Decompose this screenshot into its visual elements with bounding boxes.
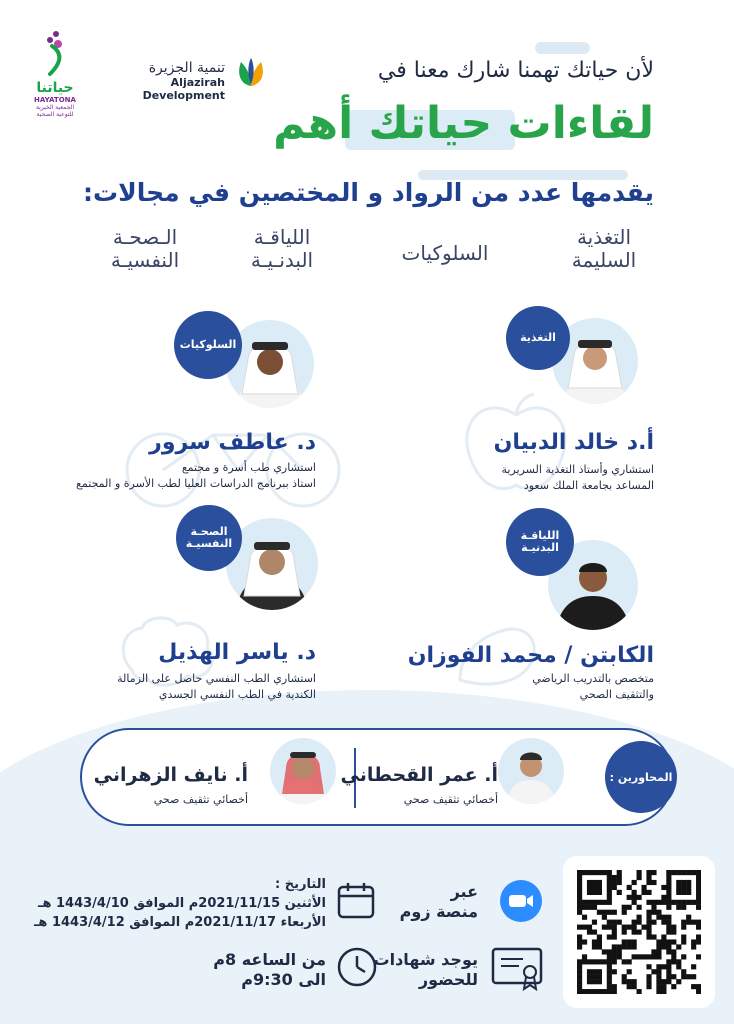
decor-bar [535,42,590,54]
page-title: لقاءات حياتك أهم [273,98,654,149]
date-line: الأربعاء 2021/11/17م الموافق 1443/4/12 هـ [33,914,326,930]
field-mental-health [95,226,195,272]
speaker-desc-line: متخصص بالتدريب الرياضي [532,672,654,685]
clock-icon [336,946,378,988]
speaker-desc [56,460,316,492]
field-line: اللياقـة [253,225,311,249]
topic-badge: الصحـة النفسيـة [176,505,242,571]
aljazirah-leaf-icon [233,54,269,90]
certificates-info [374,950,478,990]
calendar-icon [336,880,376,920]
speaker-desc [76,671,316,703]
time-info [213,950,326,990]
info-line: يوجد شهادات [373,950,478,969]
date-info [34,876,326,933]
page-subtitle: يقدمها عدد من الرواد و المختصين في مجالات: [83,178,654,207]
field-fitness [232,226,332,272]
person-avatar-icon [498,738,564,804]
qr-code[interactable] [577,870,701,994]
hayatona-sub: الجمعية الخيرية للتوعية الصحية [35,104,75,118]
aljazirah-logo-text [110,60,225,102]
field-line: السليمة [571,248,637,272]
moderator-role: أخصائي تثقيف صحي [153,793,248,806]
moderators-label: المحاورين : [605,741,677,813]
certificate-icon [490,946,544,992]
tagline: لأن حياتك تهمنا شارك معنا في [377,58,654,83]
speaker-desc-line: والتثقيف الصحي [579,687,654,701]
speaker-name: د. عاطف سرور [149,430,316,455]
info-line: منصة زوم [399,902,478,921]
field-nutrition [554,226,654,272]
speaker-desc-line: استشاري الطب النفسي حاصل على الزمالة [117,672,316,685]
date-label: التاريخ : [275,877,326,892]
person-avatar-icon [270,738,336,804]
info-line: الى 9:30م [241,970,326,989]
speaker-name: أ.د خالد الدبيان [493,430,654,455]
speaker-name: د. ياسر الهذيل [158,640,316,665]
info-line: للحضور [418,970,478,989]
speaker-desc [454,671,654,703]
field-line: التغذية [576,225,632,249]
hayatona-arabic: حياتنا [36,80,74,96]
moderator-name: أ. نايف الزهراني [93,764,248,786]
zoom-icon [500,880,542,922]
moderator-photo [498,738,564,804]
qr-card [563,856,715,1008]
hayatona-mark-icon [30,26,80,76]
aljazirah-english: Aljazirah Development [142,76,225,102]
speaker-desc-line: الكندية في الطب النفسي الجسدي [158,687,316,701]
field-line: البدنـيـة [250,248,314,272]
speaker-desc-line: استشاري وأستاذ التغذية السريرية [501,463,654,476]
aljazirah-arabic: تنمية الجزيرة [148,60,225,76]
field-line: الـصحـة [112,225,178,249]
moderator-name: أ. عمر القحطاني [340,764,498,786]
field-line: السلوكيات [401,241,489,265]
speaker-desc-line: استاذ ببرنامج الدراسات العليا لطب الأسرة و المجتمع [76,476,316,490]
moderator-photo [270,738,336,804]
hayatona-logo [30,26,80,116]
field-line: النفسيـة [110,248,180,272]
moderator-role: أخصائي تثقيف صحي [403,793,498,806]
info-line: من الساعه 8م [213,950,326,969]
platform-info [400,882,478,922]
speaker-desc-line: المساعد بجامعة الملك سعود [523,478,654,492]
topic-badge: السلوكيات [174,311,242,379]
info-line: عبر [450,882,478,901]
field-behaviors [390,242,500,265]
speaker-name: الكابتن / محمد الفوزان [407,643,654,668]
topic-badge: اللياقـة البدنيـة [506,508,574,576]
topic-badge: التغذية [506,306,570,370]
speaker-desc [394,462,654,494]
date-line: الأثنين 2021/11/15م الموافق 1443/4/10 هـ [38,895,326,911]
hayatona-latin: HAYATONA [34,96,76,104]
speaker-desc-line: استشاري طب أسرة و مجتمع [181,461,316,474]
